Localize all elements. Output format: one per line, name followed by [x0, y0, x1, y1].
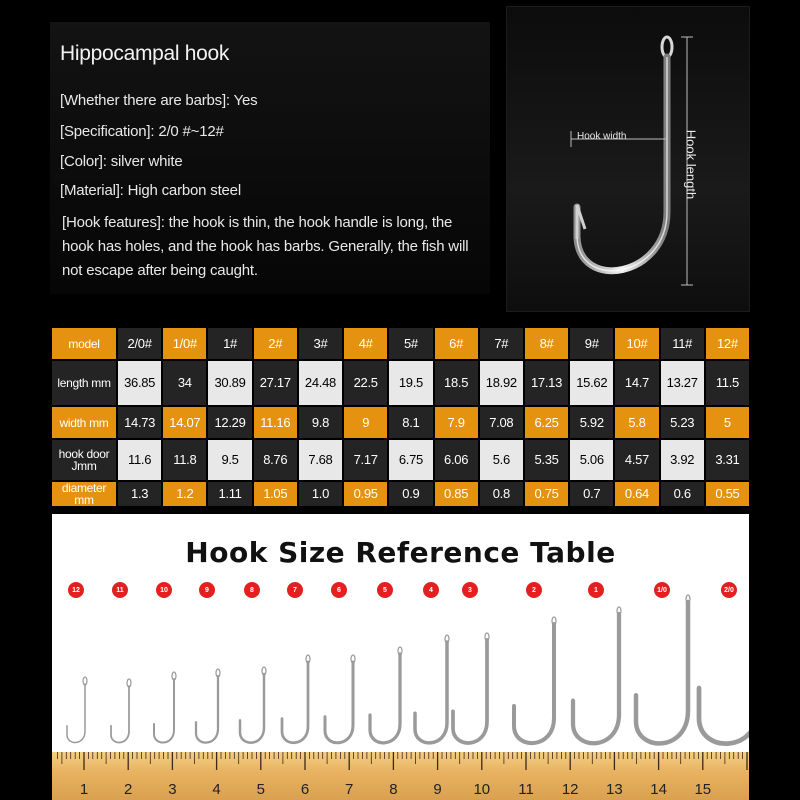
hook-door-cell: 6.75 [389, 440, 432, 480]
length-cell: 30.89 [208, 361, 251, 405]
model-cell: 3# [299, 328, 342, 359]
diameter-cell: 1.05 [254, 482, 297, 506]
diameter-cell: 0.8 [480, 482, 523, 506]
model-cell: 8# [525, 328, 568, 359]
product-info-panel [50, 22, 490, 294]
width-cell: 5.23 [661, 407, 704, 438]
diameter-cell: 1.2 [163, 482, 206, 506]
product-title: Hippocampal hook [60, 42, 230, 65]
ruler-number: 13 [606, 781, 623, 798]
hook-door-cell: 6.06 [435, 440, 478, 480]
width-cell: 7.08 [480, 407, 523, 438]
hook-door-cell: 9.5 [208, 440, 251, 480]
diameter-cell: 0.85 [435, 482, 478, 506]
hook-illustration [67, 684, 85, 742]
spec-barbs: [Whether there are barbs]: Yes [60, 92, 258, 109]
length-cell: 22.5 [344, 361, 387, 405]
model-cell: 5# [389, 328, 432, 359]
hook-door-cell: 4.57 [615, 440, 658, 480]
row-label-hook-door: hook door Jmm [52, 440, 116, 480]
length-cell: 15.62 [570, 361, 613, 405]
ruler-number: 15 [694, 781, 712, 798]
width-cell: 7.9 [435, 407, 478, 438]
diameter-cell: 0.55 [706, 482, 749, 506]
spec-material: [Material]: High carbon steel [60, 182, 241, 199]
spec-color: [Color]: silver white [60, 153, 183, 170]
spec-specification: [Specification]: 2/0 #~12# [60, 123, 224, 140]
ruler-number: 8 [389, 781, 398, 798]
ruler-number: 4 [212, 781, 221, 798]
hook-door-cell: 5.6 [480, 440, 523, 480]
hook-illustration [196, 676, 218, 743]
size-badge: 1/0 [654, 582, 670, 598]
size-badge: 12 [68, 582, 84, 598]
ruler-number: 2 [124, 781, 133, 798]
model-cell: 10# [615, 328, 658, 359]
hook-illustration [514, 624, 554, 743]
ruler-number: 10 [473, 781, 491, 798]
size-badge: 3 [462, 582, 478, 598]
width-cell: 9.8 [299, 407, 342, 438]
ruler-ticks [52, 752, 749, 800]
length-cell: 18.92 [480, 361, 523, 405]
model-cell: 1/0# [163, 328, 206, 359]
hook-illustration [282, 662, 308, 743]
hook-illustration [111, 686, 129, 742]
size-badge: 8 [244, 582, 260, 598]
hook-size-reference-panel [52, 514, 749, 800]
row-label-width: width mm [52, 407, 116, 438]
width-cell: 14.73 [118, 407, 161, 438]
width-cell: 8.1 [389, 407, 432, 438]
model-cell: 2# [254, 328, 297, 359]
width-cell: 5 [706, 407, 749, 438]
hook-diagram [506, 6, 750, 312]
size-badge: 10 [156, 582, 172, 598]
hook-door-cell: 3.92 [661, 440, 704, 480]
length-cell: 19.5 [389, 361, 432, 405]
hook-illustration [573, 614, 619, 743]
hook-illustration [325, 662, 353, 743]
size-badge: 6 [331, 582, 347, 598]
wooden-ruler [52, 752, 749, 800]
row-label-model: model [52, 328, 116, 359]
hook-length-label: Hook length [683, 129, 699, 200]
diameter-cell: 0.64 [615, 482, 658, 506]
hook-illustration [370, 654, 400, 743]
hook-illustration [154, 679, 174, 743]
model-cell: 4# [344, 328, 387, 359]
hook-door-cell: 8.76 [254, 440, 297, 480]
size-badge: 1 [588, 582, 604, 598]
diameter-cell: 1.3 [118, 482, 161, 506]
ruler-number: 14 [650, 781, 667, 798]
width-cell: 6.25 [525, 407, 568, 438]
hook-illustration [699, 596, 749, 744]
hook-illustration [453, 640, 487, 743]
ruler-number: 7 [345, 781, 354, 798]
model-cell: 6# [435, 328, 478, 359]
hook-door-cell: 3.31 [706, 440, 749, 480]
spec-features: [Hook features]: the hook is thin, the hook handle is long, the hook has holes, and the hook has barbs. Generally, the fish will not escape after being caught. [62, 214, 469, 279]
size-badge: 4 [423, 582, 439, 598]
hook-door-cell: 11.6 [118, 440, 161, 480]
length-cell: 24.48 [299, 361, 342, 405]
width-cell: 5.92 [570, 407, 613, 438]
hook-door-cell: 5.35 [525, 440, 568, 480]
diameter-cell: 0.7 [570, 482, 613, 506]
diameter-cell: 0.75 [525, 482, 568, 506]
diameter-cell: 1.11 [208, 482, 251, 506]
length-cell: 14.7 [615, 361, 658, 405]
size-badge: 11 [112, 582, 128, 598]
ruler-number: 11 [518, 781, 534, 798]
ruler-number: 9 [433, 781, 442, 798]
length-cell: 27.17 [254, 361, 297, 405]
model-cell: 7# [480, 328, 523, 359]
length-cell: 36.85 [118, 361, 161, 405]
size-badge: 9 [199, 582, 215, 598]
length-cell: 34 [163, 361, 206, 405]
width-cell: 12.29 [208, 407, 251, 438]
model-cell: 2/0# [118, 328, 161, 359]
model-cell: 12# [706, 328, 749, 359]
ruler-number: 5 [256, 781, 265, 798]
diameter-cell: 0.6 [661, 482, 704, 506]
hook-door-cell: 7.17 [344, 440, 387, 480]
width-cell: 5.8 [615, 407, 658, 438]
hook-diagram-illustration [507, 7, 751, 313]
hook-illustration [240, 674, 264, 743]
length-cell: 13.27 [661, 361, 704, 405]
diameter-cell: 0.95 [344, 482, 387, 506]
model-cell: 9# [570, 328, 613, 359]
ruler-number: 6 [300, 781, 310, 798]
model-cell: 1# [208, 328, 251, 359]
width-cell: 14.07 [163, 407, 206, 438]
hook-door-cell: 5.06 [570, 440, 613, 480]
length-cell: 18.5 [435, 361, 478, 405]
hook-illustration [415, 642, 447, 743]
ruler-number: 3 [168, 781, 177, 798]
size-table [52, 328, 749, 507]
size-badge: 7 [287, 582, 303, 598]
hook-width-label: Hook width [577, 131, 627, 142]
model-cell: 11# [661, 328, 704, 359]
size-badge: 2 [526, 582, 542, 598]
hook-door-cell: 11.8 [163, 440, 206, 480]
diameter-cell: 0.9 [389, 482, 432, 506]
row-label-length: length mm [52, 361, 116, 405]
diameter-cell: 1.0 [299, 482, 342, 506]
length-cell: 17.13 [525, 361, 568, 405]
ruler-number: 1 [79, 781, 89, 798]
hook-illustration [636, 602, 688, 743]
hook-door-cell: 7.68 [299, 440, 342, 480]
size-badge: 5 [377, 582, 393, 598]
reference-title: Hook Size Reference Table [185, 536, 616, 569]
width-cell: 9 [344, 407, 387, 438]
length-cell: 11.5 [706, 361, 749, 405]
size-badge: 2/0 [721, 582, 737, 598]
row-label-diameter: diameter mm [52, 482, 116, 506]
width-cell: 11.16 [254, 407, 297, 438]
ruler-number: 12 [561, 781, 579, 798]
